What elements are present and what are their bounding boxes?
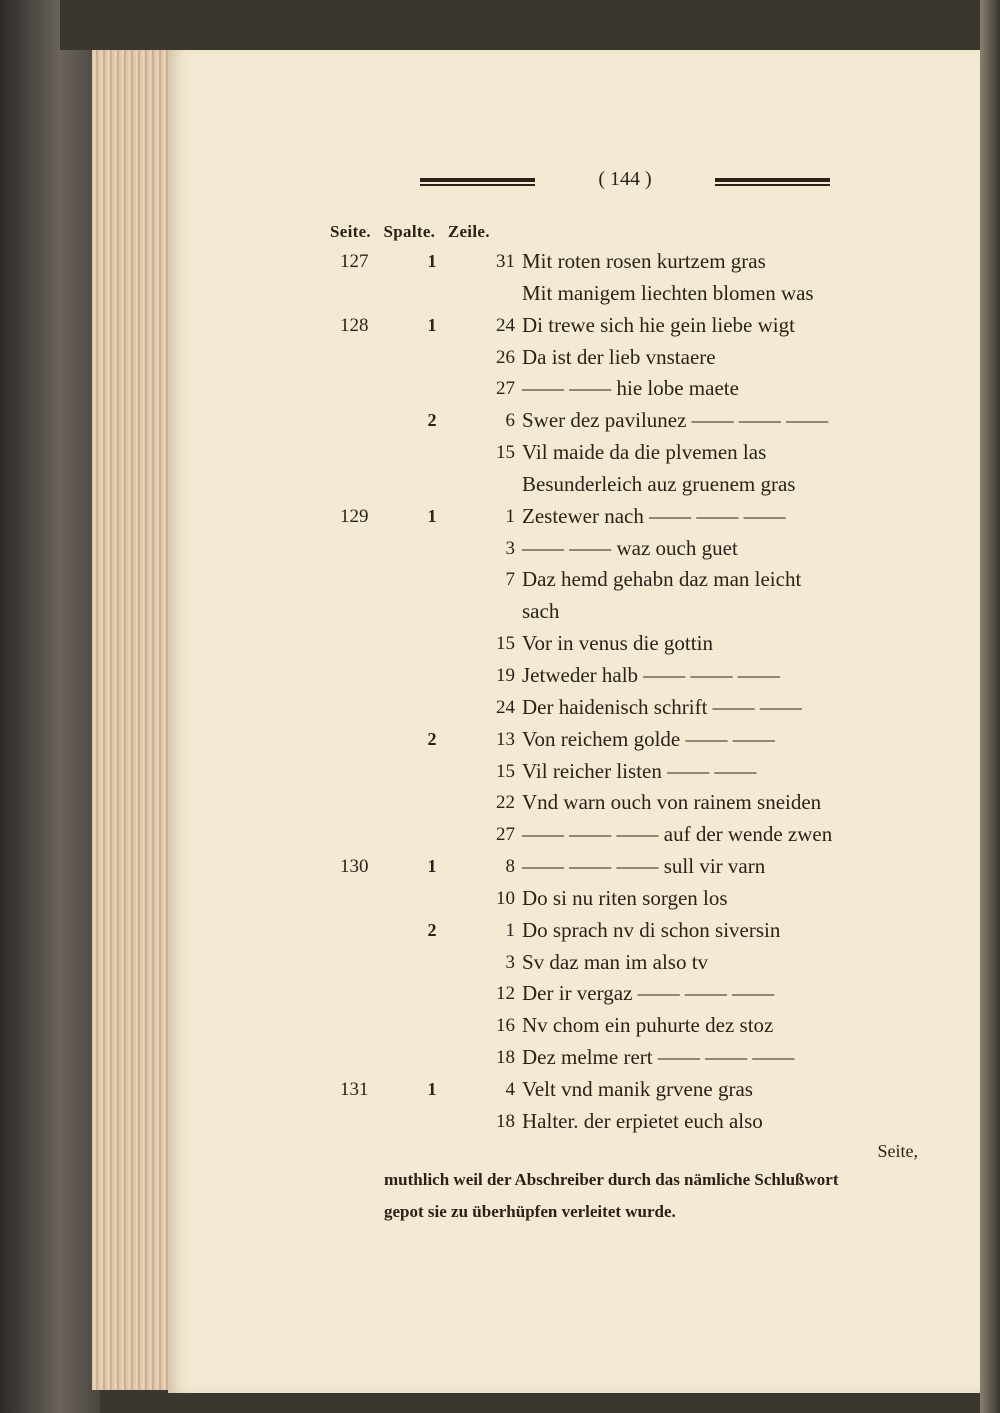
table-row [330,437,930,469]
zeile-cell: 26 [496,346,515,368]
background [60,0,1000,50]
verse-text: Von reichem golde —— —— [522,726,775,751]
table-row [330,883,930,915]
verse-text: Mit manigem liechten blomen was [522,280,814,305]
table-row [330,596,930,628]
table-row [330,1106,930,1138]
page-body [330,246,930,1228]
table-row [330,373,930,405]
zeile-cell: 10 [496,887,515,909]
table-row [330,660,930,692]
verse-text: Besunderleich auz gruenem gras [522,471,796,496]
verse-text: Der haidenisch schrift —— —— [522,694,802,719]
spalte-cell: 1 [427,251,437,271]
page-number: ( 144 ) [598,168,652,190]
table-row [330,501,930,533]
spalte-cell: 2 [427,919,437,940]
zeile-cell: 22 [496,792,515,814]
table-row [330,915,930,947]
table-row [330,787,930,819]
table-row [330,564,930,596]
table-row [330,1010,930,1042]
verse-text: Swer dez pavilunez —— —— —— [522,408,829,433]
verse-text: Daz hemd gehabn daz man leicht [522,567,802,592]
table-row [330,756,930,788]
table-row [330,724,930,756]
zeile-cell: 15 [496,760,515,782]
verse-text: Do sprach nv di schon siversin [522,917,781,942]
verse-text: Velt vnd manik grvene gras [522,1076,753,1101]
zeile-cell: 3 [505,951,515,973]
verse-text: Vil maide da die plvemen las [522,440,767,465]
table-row [330,1042,930,1074]
table-row [330,851,930,883]
zeile-cell: 18 [496,1110,515,1132]
verse-text: —— —— —— sull vir varn [522,854,766,879]
verse-text: Vor in venus die gottin [522,631,713,656]
seite-cell: 130 [340,856,369,878]
errata-table [330,246,930,1138]
table-row [330,1074,930,1106]
zeile-cell: 15 [496,633,515,655]
table-row [330,533,930,565]
verse-text: Jetweder halb —— —— —— [522,662,780,687]
zeile-cell: 1 [505,505,515,527]
table-row [330,978,930,1010]
book-cover [0,0,100,1413]
zeile-cell: 1 [505,919,515,941]
page-edges [92,50,172,1390]
seite-cell: 127 [340,251,369,272]
table-row [330,310,930,342]
verse-text: Sv daz man im also tv [522,949,709,974]
table-row [330,469,930,501]
zeile-cell: 16 [496,1015,515,1037]
zeile-cell: 27 [496,378,515,400]
table-row [330,246,930,278]
column-header-spalte: Spalte. [383,222,436,241]
verse-text: Da ist der lieb vnstaere [522,344,716,369]
verse-text: Dez melme rert —— —— —— [522,1045,795,1070]
zeile-cell: 19 [496,664,515,686]
zeile-cell: 3 [505,537,515,559]
verse-text: Mit roten rosen kurtzem gras [522,249,766,273]
column-headers [330,222,498,242]
zeile-cell: 24 [496,696,515,718]
seite-cell: 128 [340,314,369,336]
column-header-zeile: Zeile. [447,222,490,241]
verse-text: Halter. der erpietet euch also [522,1108,763,1133]
zeile-cell: 27 [496,824,515,846]
verse-text: —— —— waz ouch guet [522,535,738,560]
zeile-cell: 24 [496,314,515,336]
zeile-cell: 4 [505,1078,515,1100]
catchword: Seite, [877,1140,918,1161]
zeile-cell: 8 [505,856,515,878]
spalte-cell: 2 [427,728,437,749]
verse-text: Der ir vergaz —— —— —— [522,981,775,1006]
seite-cell: 131 [340,1078,369,1100]
verse-text: —— —— hie lobe maete [522,376,739,401]
zeile-cell: 18 [496,1047,515,1069]
verse-text: Nv chom ein puhurte dez stoz [522,1013,774,1038]
table-row [330,692,930,724]
table-row [330,947,930,979]
spalte-cell: 2 [427,410,437,431]
spalte-cell: 1 [427,1078,437,1099]
header-rule-right [715,178,830,186]
seite-cell: 129 [340,505,369,527]
table-row [330,819,930,851]
zeile-cell: 13 [496,728,515,750]
verse-text: sach [522,599,560,624]
spalte-cell: 1 [427,314,437,335]
zeile-cell: 7 [505,569,515,591]
table-row [330,405,930,437]
verse-text: Do si nu riten sorgen los [522,885,728,910]
verse-text: Di trewe sich hie gein liebe wigt [522,312,795,337]
background-right [980,0,1000,1413]
verse-text: —— —— —— auf der wende zwen [522,822,833,847]
column-header-seite: Seite. [330,222,371,241]
footnote-line: gepot sie zu überhüpfen verleitet wurde. [384,1201,676,1221]
page-header [420,168,830,198]
zeile-cell: 31 [496,251,515,272]
verse-text: Vnd warn ouch von rainem sneiden [522,790,822,815]
zeile-cell: 6 [505,410,515,432]
table-row [330,342,930,374]
spalte-cell: 1 [427,856,437,877]
footnote-line: muthlich weil der Abschreiber durch das nämliche Schlußwort [384,1169,839,1189]
zeile-cell: 12 [496,983,515,1005]
spalte-cell: 1 [427,505,437,526]
zeile-cell: 15 [496,442,515,464]
verse-text: Vil reicher listen —— —— [522,758,757,783]
table-row [330,628,930,660]
verse-text: Zestewer nach —— —— —— [522,503,786,528]
table-row [330,278,930,310]
